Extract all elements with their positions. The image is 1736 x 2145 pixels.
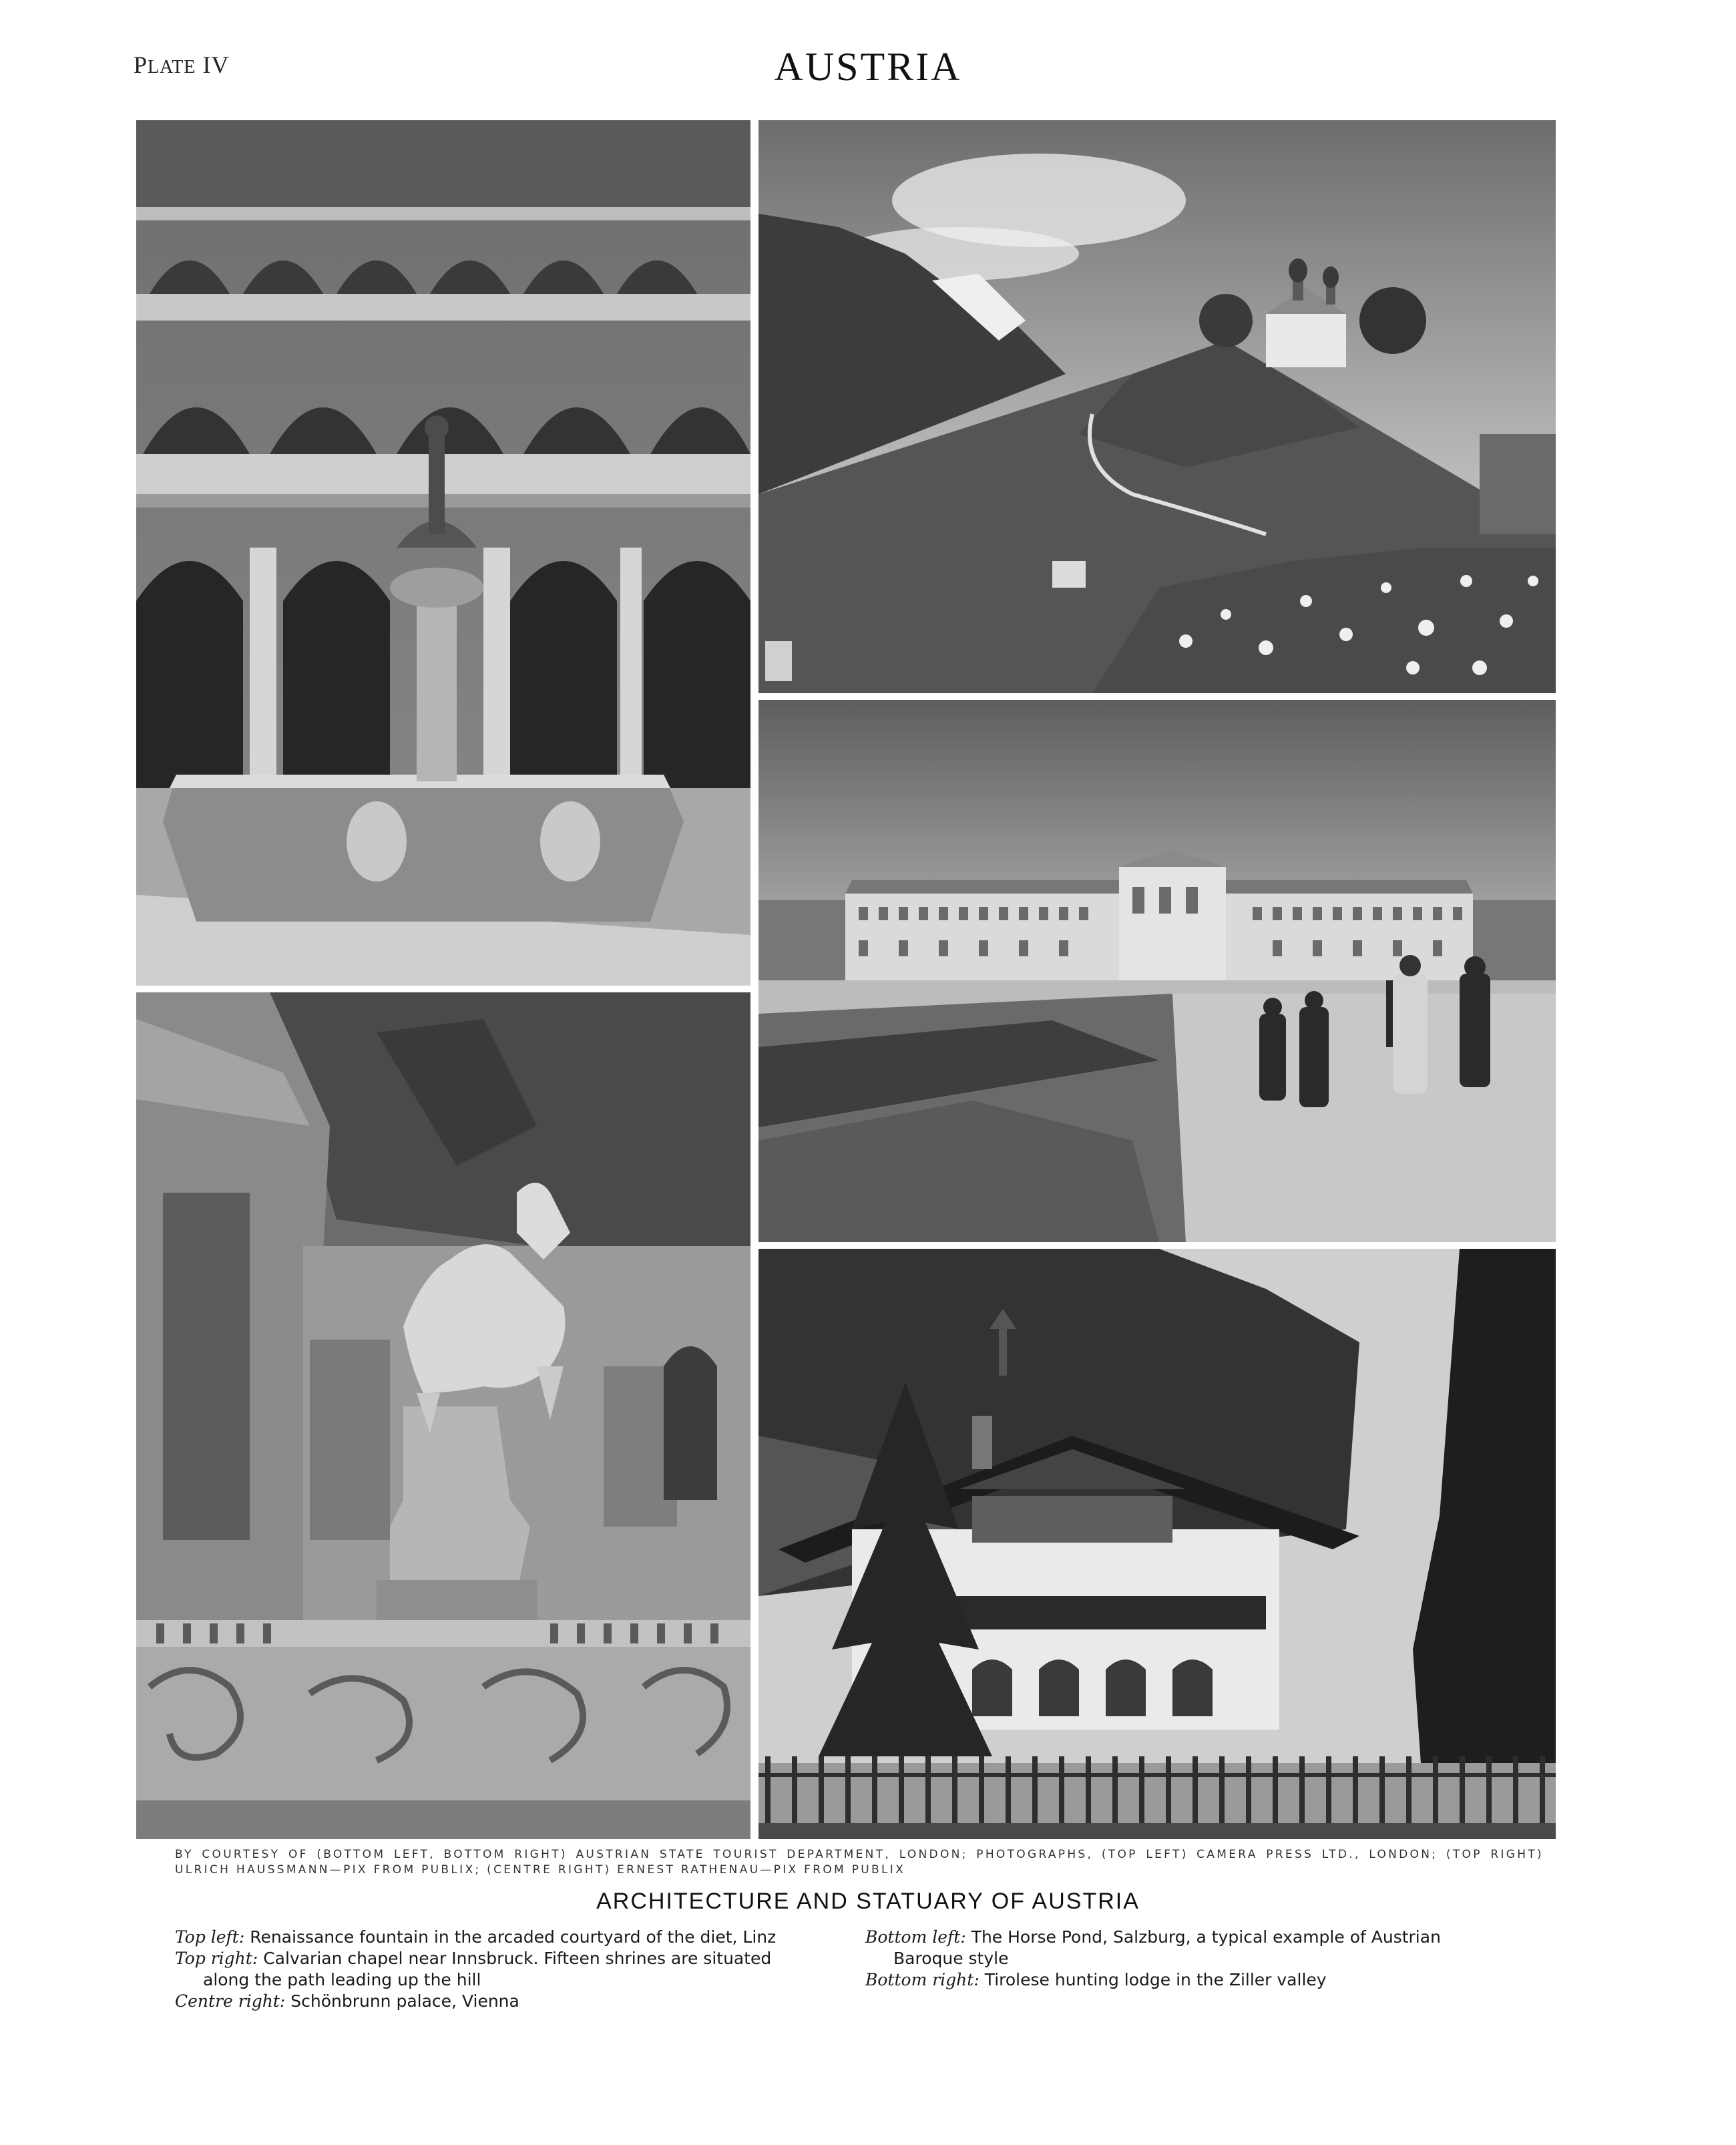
caption-top-left: [175, 1927, 843, 1948]
photo-calvarian-chapel: [758, 120, 1556, 693]
page-title: AUSTRIA: [774, 45, 962, 89]
caption-text: Tirolese hunting lodge in the Ziller valley: [984, 1970, 1327, 1989]
caption-text: Calvarian chapel near Innsbruck. Fifteen shrines are situated: [263, 1949, 772, 1968]
photo-horse-pond-salzburg: [136, 992, 750, 1839]
caption-label: Top left:: [175, 1927, 245, 1947]
plate-small-caps: LATE: [148, 57, 196, 77]
caption-text: The Horse Pond, Salzburg, a typical example of Austrian: [971, 1927, 1441, 1947]
caption-bottom-left: [865, 1927, 1560, 1948]
caption-label: Bottom left:: [865, 1927, 966, 1947]
caption-text: Renaissance fountain in the arcaded courtyard of the diet, Linz: [250, 1927, 777, 1947]
caption-label: Top right:: [175, 1949, 258, 1968]
photo-credits: BY COURTESY OF (BOTTOM LEFT, BOTTOM RIGHT) AUSTRIAN STATE TOURIST DEPARTMENT, LONDON; PHOTOGRAPHS, (TOP LEFT) CAMERA PRESS LTD., LONDON; (TOP RIGHT) ULRICH HAUSSMANN—PIX FROM PUBLIX; (CENTRE RIGHT) ERNEST RATHENAU—PIX FROM PUBLIX: [175, 1848, 1544, 1877]
caption-top-right-continuation: along the path leading up the hill: [203, 1970, 481, 1989]
caption-heading: ARCHITECTURE AND STATUARY OF AUSTRIA: [596, 1889, 1140, 1914]
caption-bottom-left-continuation: Baroque style: [893, 1949, 1009, 1968]
caption-label: Centre right:: [175, 1991, 286, 2011]
photo-fountain-courtyard: [136, 120, 750, 986]
caption-top-right: [175, 1948, 843, 1969]
photo-tirolese-hunting-lodge: [758, 1249, 1556, 1839]
caption-bottom-right: [865, 1969, 1560, 1991]
caption-column-right: [865, 1927, 1560, 1991]
plate-number: IV: [202, 51, 230, 78]
caption-label: Bottom right:: [865, 1970, 980, 1989]
caption-text: Schönbrunn palace, Vienna: [290, 1991, 519, 2011]
plate-prefix: P: [134, 51, 148, 78]
caption-centre-right: [175, 1991, 843, 2012]
photo-schonbrunn-palace: [758, 700, 1556, 1242]
caption-column-left: [175, 1927, 843, 2012]
